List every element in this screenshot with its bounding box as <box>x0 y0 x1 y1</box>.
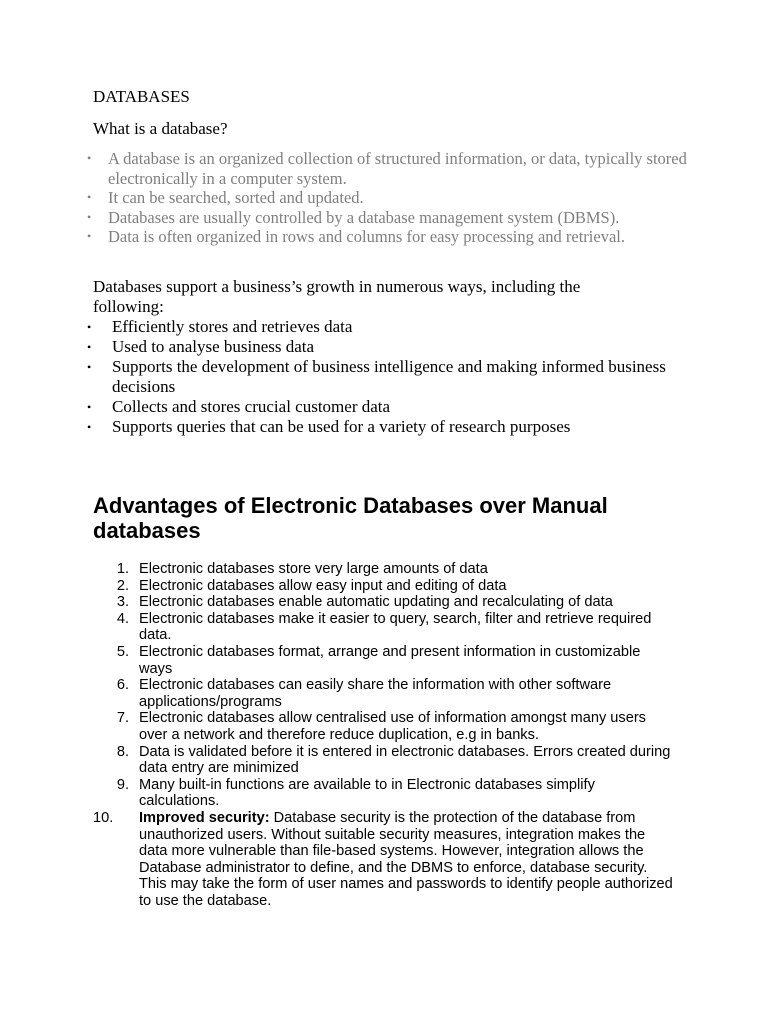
bullet-icon: • <box>87 360 92 374</box>
list-item-text: Databases are usually controlled by a database management system (DBMS). <box>108 207 620 227</box>
list-item-text: Electronic databases can easily share the information with other software applications/programs <box>139 677 612 710</box>
section-title: Advantages of Electronic Databases over Manual databases <box>93 493 608 543</box>
list-item <box>93 710 673 743</box>
bullet-icon: • <box>87 229 92 244</box>
list-item-text: Electronic databases allow centralised use of information amongst many users over a network and therefore reduce duplication, e.g in banks. <box>139 710 646 743</box>
list-item <box>93 777 673 810</box>
list-item <box>87 357 667 397</box>
list-item-text: Data is validated before it is entered in electronic databases. Errors created during data entry are minimized <box>139 743 671 777</box>
list-item-text: Electronic databases make it easier to query, search, filter and retrieve required data. <box>139 610 652 644</box>
list-item <box>93 561 673 578</box>
list-item <box>87 417 667 437</box>
list-item <box>87 208 687 228</box>
list-item <box>93 578 673 595</box>
list-item-text: Electronic databases store very large amounts of data <box>139 561 488 577</box>
document-heading: DATABASES <box>93 87 190 106</box>
list-number: 7. <box>116 710 129 727</box>
advantages-list <box>93 561 673 909</box>
list-item <box>87 317 667 337</box>
list-number: 8. <box>116 743 129 760</box>
list-number: 2. <box>116 577 129 594</box>
list-item-text: Data is often organized in rows and columns for easy processing and retrieval. <box>108 227 625 247</box>
question-heading: What is a database? <box>93 119 228 138</box>
list-item-text: Supports the development of business intelligence and making informed business decisions <box>112 357 666 396</box>
bullet-icon: • <box>87 190 92 205</box>
list-item <box>93 644 673 677</box>
bullet-icon: • <box>87 420 92 434</box>
list-number: 6. <box>116 677 129 694</box>
list-item-text: Efficiently stores and retrieves data <box>112 317 353 336</box>
definition-list <box>87 149 687 247</box>
bullet-icon: • <box>87 151 92 165</box>
intro-paragraph: Databases support a business’s growth in numerous ways, including the following: <box>93 277 581 316</box>
list-number: 3. <box>116 594 129 611</box>
list-number: 5. <box>116 643 129 660</box>
list-item-text: It can be searched, sorted and updated. <box>108 188 364 208</box>
list-item <box>93 677 673 710</box>
list-item <box>93 611 673 644</box>
business-benefits-list <box>87 317 667 437</box>
list-item <box>87 337 667 357</box>
list-item-text: Many built-in functions are available to in Electronic databases simplify calculations. <box>139 776 595 810</box>
list-item-text: Database security is the protection of the database from unauthorized users. Without suitable security measures, integration makes the data more vulnerable than file-based systems. However, integration allows the Database administrator to define, and the DBMS to enforce, database security. This may take the form of user names and passwords to identify people authorized to use the database. <box>139 809 673 909</box>
bullet-icon: • <box>87 400 92 414</box>
list-item <box>87 149 687 188</box>
list-item <box>93 810 673 910</box>
list-item <box>87 397 667 417</box>
list-number: 1. <box>116 561 129 577</box>
list-item-text: Electronic databases format, arrange and present information in customizable ways <box>139 643 641 677</box>
list-item <box>93 744 673 777</box>
list-item-text: Used to analyse business data <box>112 337 315 356</box>
bullet-icon: • <box>87 209 92 224</box>
list-number: 9. <box>116 776 129 793</box>
list-item-text: Electronic databases allow easy input and editing of data <box>139 577 507 594</box>
bullet-icon: • <box>87 320 92 334</box>
list-number: 4. <box>116 610 129 627</box>
list-item <box>93 594 673 611</box>
security-label: Improved security: <box>139 809 270 826</box>
list-item-text: Supports queries that can be used for a variety of research purposes <box>112 417 571 436</box>
list-item-text: A database is an organized collection of structured information, or data, typically stored electronically in a computer system. <box>108 149 687 188</box>
list-item <box>87 188 687 208</box>
list-item-text: Collects and stores crucial customer data <box>112 397 391 416</box>
list-item-text: Electronic databases enable automatic updating and recalculating of data <box>139 594 613 611</box>
bullet-icon: • <box>87 340 92 354</box>
list-number: 10. <box>93 809 114 826</box>
list-item <box>87 227 687 247</box>
